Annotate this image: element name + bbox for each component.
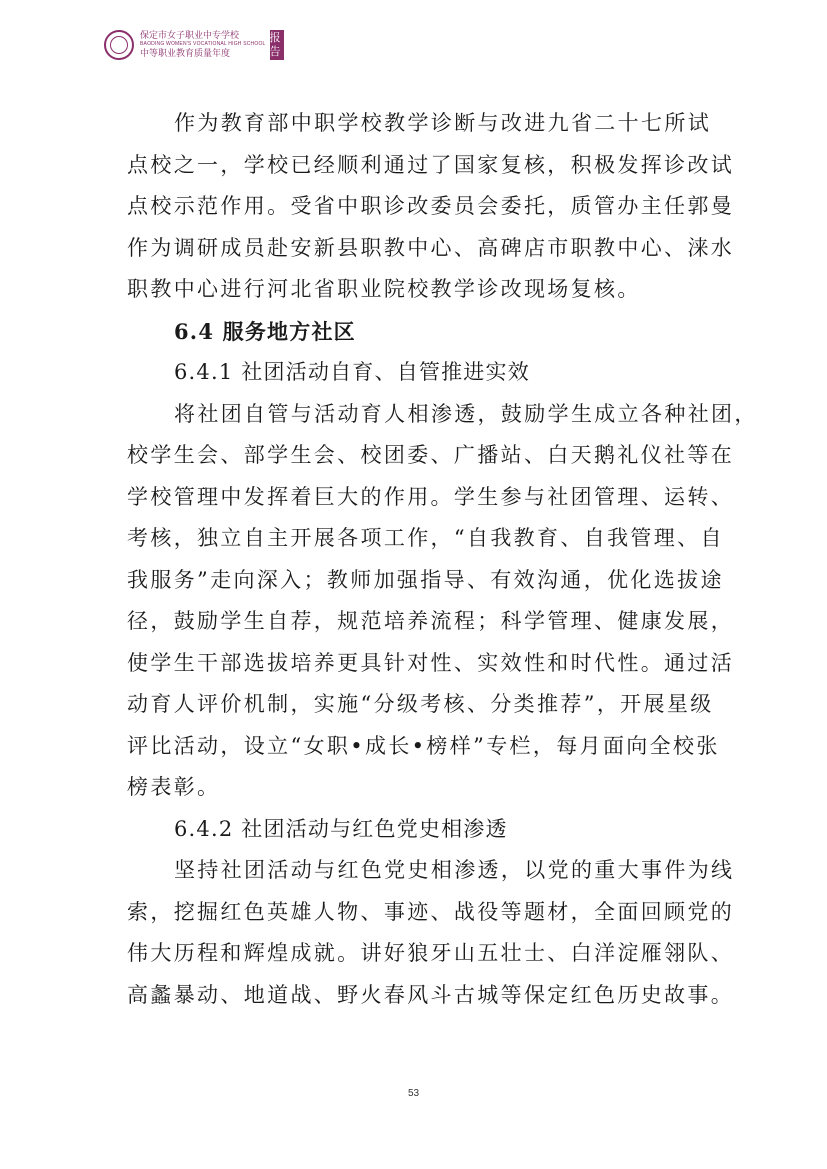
paragraph-line: 榜表彰。 bbox=[127, 775, 221, 799]
paragraph-line: 校学生会、部学生会、校团委、广播站、白天鹅礼仪社等在 bbox=[127, 443, 735, 467]
school-logo-icon bbox=[104, 30, 134, 60]
section-heading: 6.4 服务地方社区 bbox=[174, 318, 356, 344]
paragraph-line: 点校之一，学校已经顺利通过了国家复核，积极发挥诊改试 bbox=[127, 152, 735, 177]
paragraph-line: 伟大历程和辉煌成就。讲好狼牙山五壮士、白洋淀雁翎队、 bbox=[127, 941, 735, 965]
paragraph-line: 点校示范作用。受省中职诊改委员会委托，质管办主任郭曼 bbox=[127, 194, 735, 218]
school-name-en: BAODING WOMEN'S VOCATIONAL HIGH SCHOOL bbox=[140, 41, 266, 47]
subsection-heading: 6.4.1 社团活动自育、自管推进实效 bbox=[174, 360, 530, 384]
paragraph-line: 我服务”走向深入；教师加强指导、有效沟通，优化选拔途 bbox=[127, 567, 724, 592]
paragraph-line: 作为调研成员赴安新县职教中心、高碑店市职教中心、涞水 bbox=[127, 235, 735, 260]
paragraph-line: 使学生干部选拔培养更具针对性、实效性和时代性。通过活 bbox=[127, 650, 735, 675]
report-badge: 报告 bbox=[270, 30, 284, 60]
paragraph-line: 职教中心进行河北省职业院校教学诊改现场复核。 bbox=[127, 277, 641, 301]
paragraph-line: 径，鼓励学生自荐，规范培养流程；科学管理、健康发展， bbox=[127, 609, 735, 633]
page-number: 53 bbox=[407, 1088, 420, 1099]
paragraph-line: 动育人评价机制，实施“分级考核、分类推荐”，开展星级 bbox=[127, 692, 714, 716]
paragraph-line: 高蠡暴动、地道战、野火春风斗古城等保定红色历史故事。 bbox=[127, 982, 735, 1007]
paragraph-line: 学校管理中发挥着巨大的作用。学生参与社团管理、运转、 bbox=[127, 484, 735, 509]
school-name-cn: 保定市女子职业中专学校 bbox=[140, 31, 240, 41]
report-header bbox=[104, 28, 284, 62]
paragraph-line: 将社团自管与活动育人相渗透，鼓励学生成立各种社团， bbox=[174, 401, 758, 426]
paragraph-line: 考核，独立自主开展各项工作，“自我教育、自我管理、自 bbox=[127, 526, 724, 550]
header-text-block bbox=[140, 31, 266, 59]
paragraph-line: 评比活动，设立“女职•成长•榜样”专栏，每月面向全校张 bbox=[127, 733, 720, 758]
paragraph-line: 作为教育部中职学校教学诊断与改进九省二十七所试 bbox=[174, 111, 712, 135]
subsection-heading: 6.4.2 社团活动与红色党史相渗透 bbox=[174, 816, 508, 841]
paragraph-line: 索，挖掘红色英雄人物、事迹、战役等题材，全面回顾党的 bbox=[127, 899, 735, 924]
report-subtitle: 中等职业教育质量年度 bbox=[140, 48, 231, 58]
paragraph-line: 坚持社团活动与红色党史相渗透，以党的重大事件为线 bbox=[174, 858, 735, 882]
document-body bbox=[127, 103, 758, 1016]
